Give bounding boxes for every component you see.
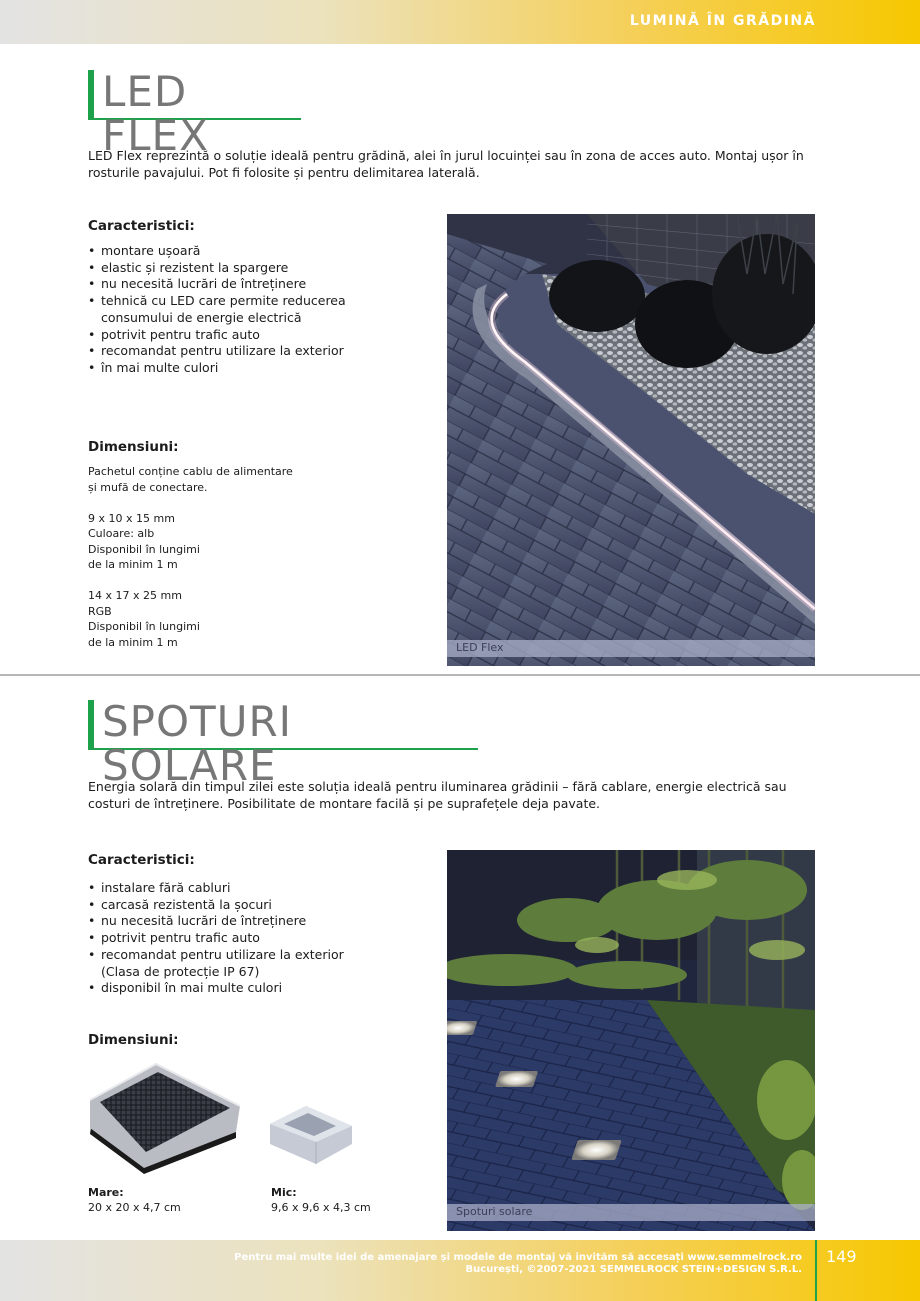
list-item: • în mai multe culori (88, 360, 346, 377)
led-flex-title: LED FLEX (88, 70, 301, 120)
dim-line: Disponibil în lungimi (88, 620, 200, 633)
list-item: • montare ușoară (88, 243, 346, 260)
dim-line: și mufă de conectare. (88, 480, 208, 494)
spoturi-solare-title: SPOTURI SOLARE (88, 700, 478, 750)
dim-line: Disponibil în lungimi (88, 542, 200, 556)
led-features-list (88, 243, 346, 377)
dim-line: Pachetul conține cablu de alimentare (88, 465, 293, 478)
category-label: LUMINĂ ÎN GRĂDINĂ (629, 13, 816, 29)
list-item: • tehnică cu LED care permite reducerea (88, 293, 346, 310)
small-solar-spot-image (266, 1098, 358, 1166)
footer-divider (815, 1240, 817, 1301)
list-item: • instalare fără cabluri (88, 880, 344, 897)
solar-features-heading: Caracteristici: (88, 852, 195, 868)
footer-line-1: Pentru mai multe idei de amenajare și modele de montaj vă invităm să accesați www.semmelrock.ro (234, 1252, 802, 1263)
led-flex-illustration (447, 214, 815, 666)
dim-line: de la minim 1 m (88, 635, 178, 649)
footer-line-2: București, ©2007-2021 SEMMELROCK STEIN+DESIGN S.R.L. (465, 1264, 802, 1275)
dim-line: 14 x 17 x 25 mm (88, 589, 182, 602)
header-bar (0, 0, 920, 44)
large-solar-spot-image (86, 1060, 244, 1178)
dim-line: RGB (88, 604, 112, 618)
large-spot-label (88, 1185, 181, 1215)
small-spot-label (271, 1185, 371, 1215)
list-item: • nu necesită lucrări de întreținere (88, 913, 344, 930)
spoturi-solare-illustration (447, 850, 815, 1231)
large-spot-size: 20 x 20 x 4,7 cm (88, 1201, 181, 1214)
led-dimensions-text (88, 464, 293, 650)
photo-caption: Spoturi solare (447, 1204, 815, 1221)
spoturi-solare-photo (447, 850, 815, 1231)
list-item: • disponibil în mai multe culori (88, 980, 344, 997)
list-item: • elastic și rezistent la spargere (88, 260, 346, 277)
solar-features-list (88, 880, 344, 997)
list-item-continuation: consumului de energie electrică (101, 309, 302, 325)
dim-line: Culoare: alb (88, 527, 155, 540)
page-number: 149 (826, 1247, 857, 1266)
led-features-heading: Caracteristici: (88, 218, 195, 234)
large-spot-name: Mare: (88, 1186, 124, 1199)
list-item: • recomandat pentru utilizare la exterior (88, 947, 344, 964)
solar-dimensions-heading: Dimensiuni: (88, 1032, 179, 1048)
dim-line: 9 x 10 x 15 mm (88, 511, 175, 525)
list-item: • recomandat pentru utilizare la exterior (88, 343, 346, 360)
photo-caption: LED Flex (447, 640, 815, 657)
small-spot-size: 9,6 x 9,6 x 4,3 cm (271, 1201, 371, 1214)
footer-bar (0, 1240, 920, 1301)
footer-text (234, 1252, 802, 1276)
list-item: • nu necesită lucrări de întreținere (88, 276, 346, 293)
led-dimensions-heading: Dimensiuni: (88, 439, 179, 455)
list-item: • potrivit pentru trafic auto (88, 327, 346, 344)
list-item: • potrivit pentru trafic auto (88, 930, 344, 947)
small-spot-name: Mic: (271, 1186, 297, 1199)
led-flex-intro: LED Flex reprezintă o soluție ideală pentru grădină, alei în jurul locuinței sau în zona de acces auto. Montaj ușor în rosturile pavajului. Pot fi folosite și pentru delimitarea laterală. (88, 148, 804, 180)
section-divider (0, 674, 920, 676)
list-item-continuation: (Clasa de protecție IP 67) (101, 963, 260, 979)
led-flex-photo (447, 214, 815, 666)
list-item: • carcasă rezistentă la șocuri (88, 897, 344, 914)
dim-line: de la minim 1 m (88, 558, 178, 571)
spoturi-solare-intro: Energia solară din timpul zilei este soluția ideală pentru iluminarea grădinii – fără cablare, energie electrică sau costuri de întreținere. Posibilitate de montare facilă și pe suprafețele deja pavate. (88, 779, 787, 811)
